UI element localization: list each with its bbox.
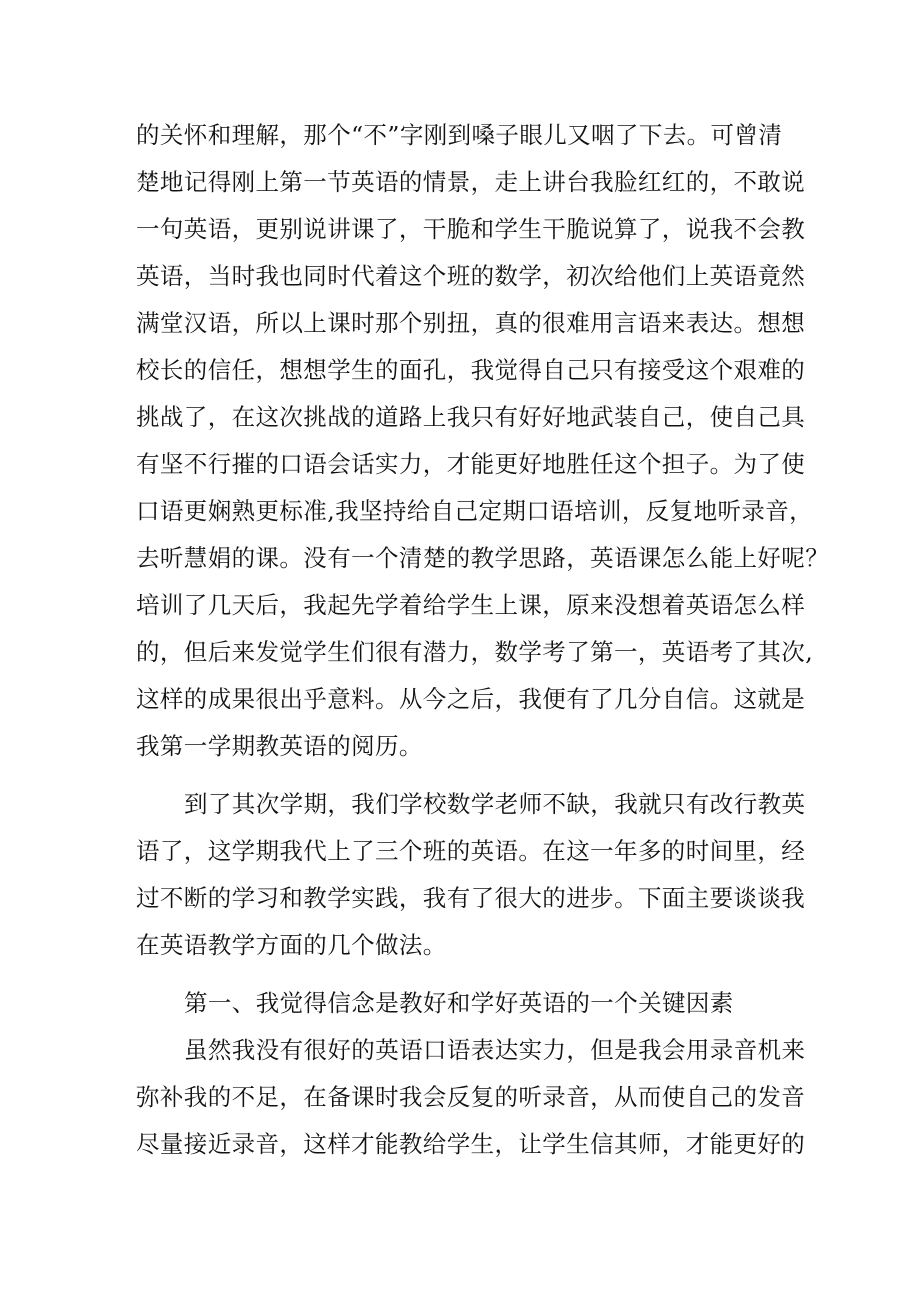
text-line: 楚地记得刚上第一节英语的情景，走上讲台我脸红红的，不敢说 [136,168,806,196]
text-line: 我第一学期教英语的阅历。 [136,732,423,760]
paragraph-spacing [136,770,796,781]
paragraph-1 [136,112,830,770]
paragraph-3 [136,1027,806,1168]
document-body [136,112,830,1168]
text-line: 语了，这学期我代上了三个班的英语。在这一年多的时间里，经 [136,837,806,865]
text-line: 的关怀和理解，那个“不”字刚到嗓子眼儿又咽了下去。可曾清 [136,121,783,149]
text-line: 过不断的学习和教学实践，我有了很大的进步。下面主要谈谈我 [136,884,806,912]
text-line: 弥补我的不足，在备课时我会反复的听录音，从而使自己的发音 [136,1083,806,1111]
text-line: 培训了几天后，我起先学着给学生上课，原来没想着英语怎么样 [136,591,806,619]
heading-line: 第一、我觉得信念是教好和学好英语的一个关键因素 [184,989,734,1017]
text-line: 这样的成果很出乎意料。从今之后，我便有了几分自信。这就是 [136,685,806,713]
text-line: 的，但后来发觉学生们很有潜力，数学考了第一，英语考了其次, [136,638,814,666]
text-line: 一句英语，更别说讲课了，干脆和学生干脆说算了，说我不会教 [136,215,806,243]
text-line: 口语更娴熟更标准,我坚持给自己定期口语培训，反复地听录音， [136,497,814,525]
text-line: 去听慧娟的课。没有一个清楚的教学思路，英语课怎么能上好呢？ [136,544,830,572]
text-line: 满堂汉语，所以上课时那个别扭，真的很难用言语来表达。想想 [136,309,806,337]
text-line: 到了其次学期，我们学校数学老师不缺，我就只有改行教英 [184,790,806,818]
text-line: 有坚不行摧的口语会话实力，才能更好地胜任这个担子。为了使 [136,450,806,478]
text-line: 校长的信任，想想学生的面孔，我觉得自己只有接受这个艰难的 [136,356,806,384]
paragraph-2 [136,781,806,969]
text-line: 尽量接近录音，这样才能教给学生，让学生信其师，才能更好的 [136,1130,806,1158]
paragraph-spacing [136,969,796,980]
section-heading [136,980,796,1027]
text-line: 英语，当时我也同时代着这个班的数学，初次给他们上英语竟然 [136,262,806,290]
text-line: 虽然我没有很好的英语口语表达实力，但是我会用录音机来 [184,1036,806,1064]
text-line: 在英语教学方面的几个做法。 [136,931,447,959]
text-line: 挑战了，在这次挑战的道路上我只有好好地武装自己，使自己具 [136,403,806,431]
